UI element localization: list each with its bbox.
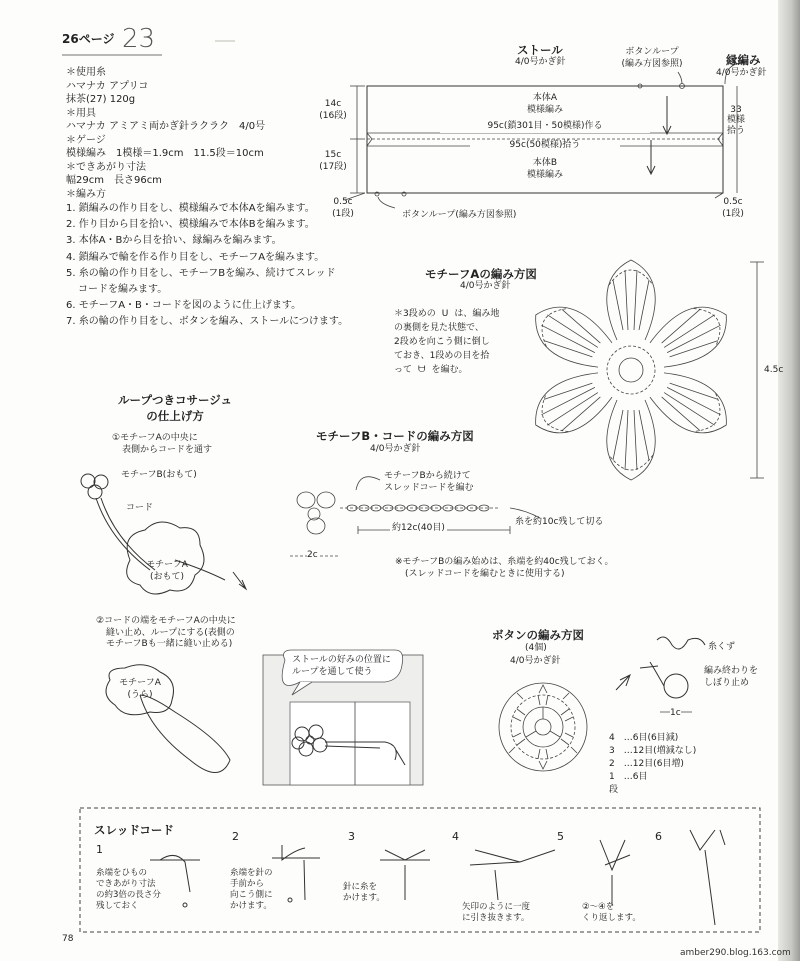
corsage-title-2: の仕上げ方 [146,409,204,424]
note-part-5: って [394,364,413,375]
method-label: ＊編み方 [66,188,106,200]
tc-num-1: 1 [96,843,103,856]
motif-a-back-1: モチーフA [119,678,161,688]
tc-step-1-c: の約3倍の長さ分 [96,890,161,901]
tc-step-3 [343,882,385,904]
motif-a-title: モチーフAの編み方図 [425,267,537,281]
step-3: 3. 本体A・Bから目を拾い、縁編みを編みます。 [66,235,282,247]
tc-step-2-a: 糸端を針の [230,868,273,878]
dim-14-label: 14c [324,99,342,109]
tc-step-1-d: 残しておく [96,901,139,912]
stole-hook: 4/0号かぎ針 [515,57,566,67]
step-6: 6. モチーフA・B・コードを図のように仕上げます。 [66,300,302,312]
gauge-label: ＊ゲージ [66,134,106,146]
tc-step-4 [462,902,530,924]
pick-33-verb: 拾う [726,125,745,136]
tc-step-1 [96,868,161,912]
page-ref: 26ページ [62,32,115,46]
tc-step-2-b: 手前から [230,879,265,890]
edge-left-size: 0.5c [333,197,353,207]
stitch-symbol-icon: ᑌ [441,309,449,319]
edge-right-row: (1段) [722,208,744,219]
tc-step-2-c: 向こう側に [230,890,273,901]
corsage-step2-1: ②コードの端をモチーフAの中央に [96,616,236,626]
motif-a-front-1: モチーフA [146,560,188,570]
note-line-3: 2段めを向こう側に倒し [394,336,490,347]
blog-watermark: amber290.blog.163.com [680,948,791,958]
note-line-4: ておき、1段めの目を拾 [394,350,490,361]
finish-2: しぼり止め [704,677,750,688]
motif-b-title: モチーフB・コードの編み方図 [316,429,474,443]
step-4: 4. 鎖編みで輪を作る作り目をし、モチーフAを編みます。 [66,251,325,263]
pick-33-unit: 模様 [726,115,745,126]
step-5: 5. 糸の輪の作り目をし、モチーフBを編み、続けてスレッド [66,267,336,279]
button-loop-top-sub: (編み方図参照) [621,58,683,69]
dim-16-label: (16段) [319,110,347,121]
corsage-step1-a: ①モチーフAの中央に [112,433,198,443]
edging-hook: 4/0号かぎ針 [716,68,767,78]
row-make: 95c(鎖301目・50模様)作る [440,121,650,133]
pick-33-num: 33 [730,105,742,115]
tc-num-4: 4 [452,830,459,843]
gauge-value: 模様編み 1模様＝1.9cm 11.5段＝10cm [66,148,264,159]
page-number: 78 [62,934,74,944]
stole-usage-note-2: ループを通して使う [292,666,373,677]
tc-num-5: 5 [557,830,564,843]
edging-title: 縁編み [726,53,761,67]
button-title: ボタンの編み方図 [492,628,584,642]
body-b-pattern: 模様編み [526,169,563,180]
tools-name: ハマナカ アミアミ両かぎ針ラクラク 4/0号 [66,121,266,132]
stole-usage-note-1: ストールの好みの位置に [292,655,391,665]
tc-num-2: 2 [232,830,239,843]
motif-a-hook: 4/0号かぎ針 [460,281,511,291]
row-pick: 95c(50模様)拾う [470,140,620,152]
tc-step-3-a: 針に糸を [343,882,378,892]
tc-step-2-d: かけます。 [230,901,272,912]
motif-a-front-2: (おもて) [149,571,185,582]
yarn-name: ハマナカ アプリコ [66,80,149,92]
stitch-symbol-icon-2: ᗨ [418,364,426,375]
edge-right-size: 0.5c [723,197,743,207]
tc-step-2 [230,868,273,912]
leave-thread: 糸を約10c残して切る [515,517,604,527]
button-loop-bottom: ボタンループ(編み方図参照) [402,210,517,220]
motif-a-back-2: (うら) [127,689,153,700]
step-7: 7. 糸の輪の作り目をし、ボタンを編み、ストールにつけます。 [66,316,349,328]
tc-num-3: 3 [348,830,355,843]
corsage-step1-b: 表側からコードを通す [122,444,213,455]
tc-step-4-a: 矢印のように一度 [462,902,531,912]
motif-b-cont-1: モチーフBから続けて [384,471,471,481]
yarn-color: 抹茶(27) 120g [66,94,136,105]
tc-step-5 [582,902,641,924]
button-hook: 4/0号かぎ針 [510,656,561,666]
tc-step-5-b: くり返します。 [582,913,641,924]
button-row-1: 1 …6目 [609,772,648,783]
corsage-title-1: ループつきコサージュ [118,393,232,407]
motif-b-hook: 4/0号かぎ針 [370,444,421,454]
yarn-label: ＊使用糸 [66,67,106,78]
button-row-3: 3 …12目(増減なし) [609,746,697,757]
waste-thread: 糸くず [708,642,736,652]
tc-step-4-b: に引き抜きます。 [462,913,530,924]
motif-b-note-2: (スレッドコードを編むときに使用する) [405,568,565,579]
note-part-2: は、編み地 [454,309,500,319]
body-a-name: 本体A [532,93,558,103]
button-row-2: 2 …12目(6目増) [609,759,684,770]
body-a-pattern: 模様編み [526,104,563,115]
button-count: (4個) [525,643,547,653]
dim-15-label: 15c [324,150,342,160]
cord-length: 約12c(40目) [392,523,445,533]
tc-num-6: 6 [655,830,662,843]
motif-b-width: 2c [307,550,318,560]
step-5-cont: コードを編みます。 [78,283,168,295]
tc-step-3-b: かけます。 [343,893,385,904]
note-line-2: の裏側を見た状態で、 [394,322,484,333]
button-row-unit: 段 [609,785,619,796]
size-value: 幅29cm 長さ96cm [66,175,162,186]
step-1: 1. 鎖編みの作り目をし、模様編みで本体Aを編みます。 [66,203,315,214]
motif-a-size: 4.5c [764,365,784,375]
cord-label: コード [126,503,154,513]
edge-left-row: (1段) [332,208,354,219]
size-label: ＊できあがり寸法 [66,161,146,173]
button-loop-top-label: ボタンループ [625,47,679,57]
note-part-1: ＊3段めの [394,309,436,319]
corsage-step2-3: モチーフBも一緒に縫い止める) [106,639,233,650]
stole-title: ストール [517,43,563,57]
tc-step-1-a: 糸端をひもの [96,868,148,878]
tc-step-1-b: できあがり寸法 [96,879,156,890]
body-b-name: 本体B [532,158,558,168]
tc-step-5-a: ②〜④を [582,902,615,912]
finish-1: 編み終わりを [704,666,759,676]
pattern-number: 23 [122,24,156,54]
dim-17-label: (17段) [319,161,347,172]
note-part-6: を編む。 [431,364,468,375]
button-width: 1c [670,708,681,718]
thread-cord-title: スレッドコード [94,823,174,837]
step-2: 2. 作り目から目を拾い、模様編みで本体Bを編みます。 [66,219,315,231]
motif-b-cont-2: スレッドコードを編む [384,482,474,493]
corsage-step2-2: 縫い止め、ループにする(表側の [106,627,235,638]
button-row-4: 4 …6目(6目減) [609,733,679,743]
motif-b-front-label: モチーフB(おもて) [121,470,197,480]
motif-b-note-1: ※モチーフBの編み始めは、糸端を約40c残しておく。 [395,557,614,567]
tools-label: ＊用具 [66,107,96,119]
